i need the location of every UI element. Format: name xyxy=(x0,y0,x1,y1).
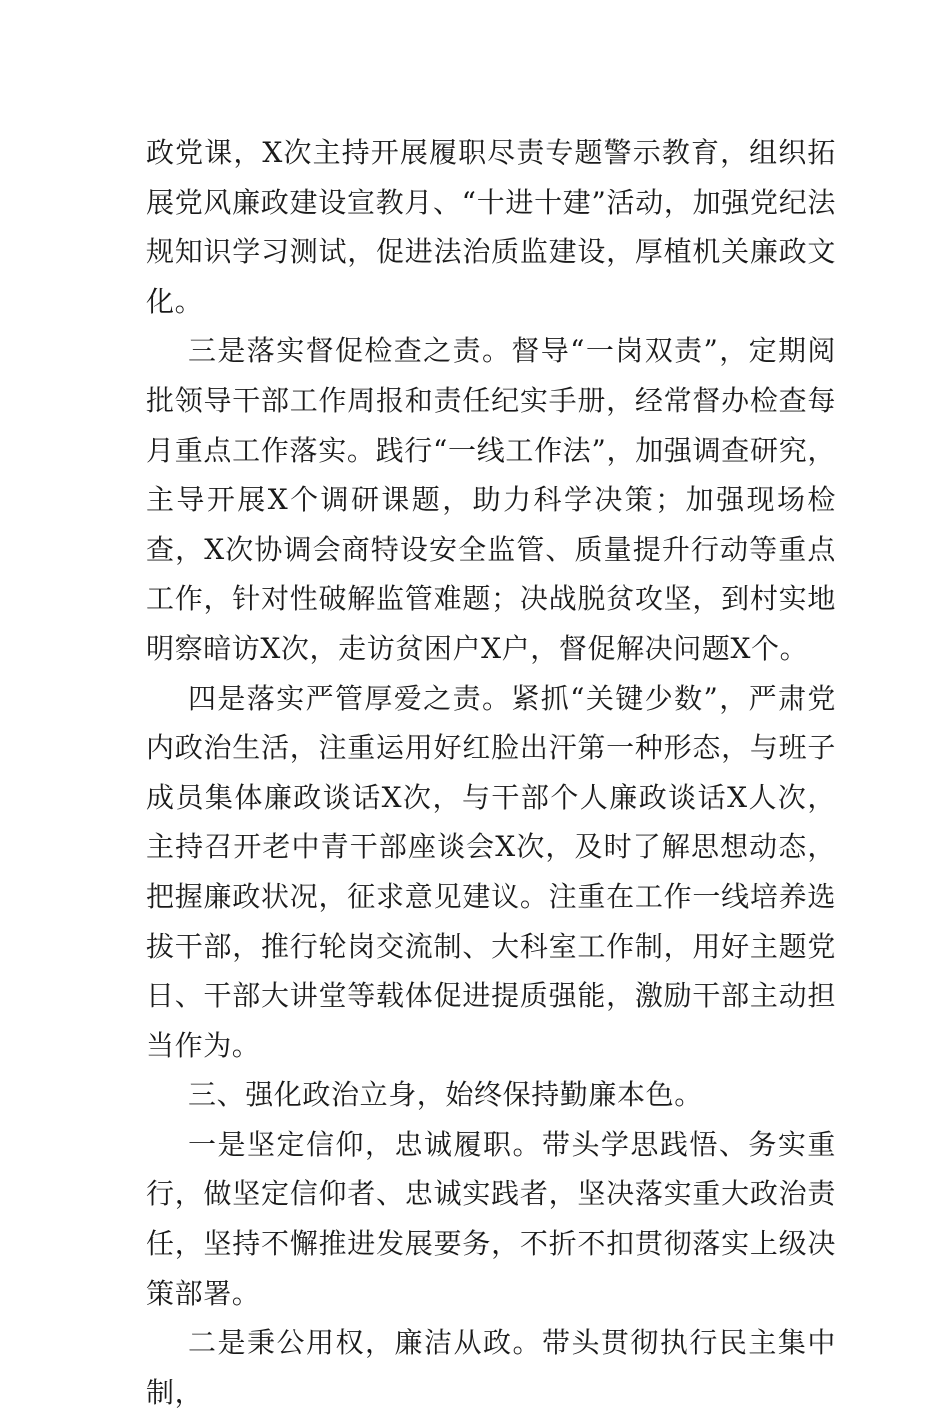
paragraph-strict-management-duty: 四是落实严管厚爱之责。紧抓“关键少数”，严肃党内政治生活，注重运用好红脸出汗第一种形态，与班子成员集体廉政谈话X次，与干部个人廉政谈话X人次，主持召开老中青干部座谈会X次，及时了解思想动态，把握廉政状况，征求意见建议。注重在工作一线培养选拔干部，推行轮岗交流制、大科室工作制，用好主题党日、干部大讲堂等载体促进提质强能，激励干部主动担当作为。 xyxy=(146,681,836,1062)
document-body xyxy=(146,128,836,1417)
section-heading-political-standing: 三、强化政治立身，始终保持勤廉本色。 xyxy=(188,1078,703,1112)
paragraph-continuation: 政党课，X次主持开展履职尽责专题警示教育，组织拓展党风廉政建设宣教月、“十进十建”活动，加强党纪法规知识学习测试，促进法治质监建设，厚植机关廉政文化。 xyxy=(146,136,836,318)
paragraph-impartial-power: 二是秉公用权，廉洁从政。带头贯彻执行民主集中制， xyxy=(146,1326,836,1409)
paragraph-supervision-duty: 三是落实督促检查之责。督导“一岗双责”，定期阅批领导干部工作周报和责任纪实手册，经常督办检查每月重点工作落实。践行“一线工作法”，加强调查研究，主导开展X个调研课题，助力科学决策；加强现场检查，X次协调会商特设安全监管、质量提升行动等重点工作，针对性破解监管难题；决战脱贫攻坚，到村实地明察暗访X次，走访贫困户X户，督促解决问题X个。 xyxy=(146,334,836,665)
paragraph-firm-belief: 一是坚定信仰，忠诚履职。带头学思践悟、务实重行，做坚定信仰者、忠诚实践者，坚决落实重大政治责任，坚持不懈推进发展要务，不折不扣贯彻落实上级决策部署。 xyxy=(146,1127,836,1310)
